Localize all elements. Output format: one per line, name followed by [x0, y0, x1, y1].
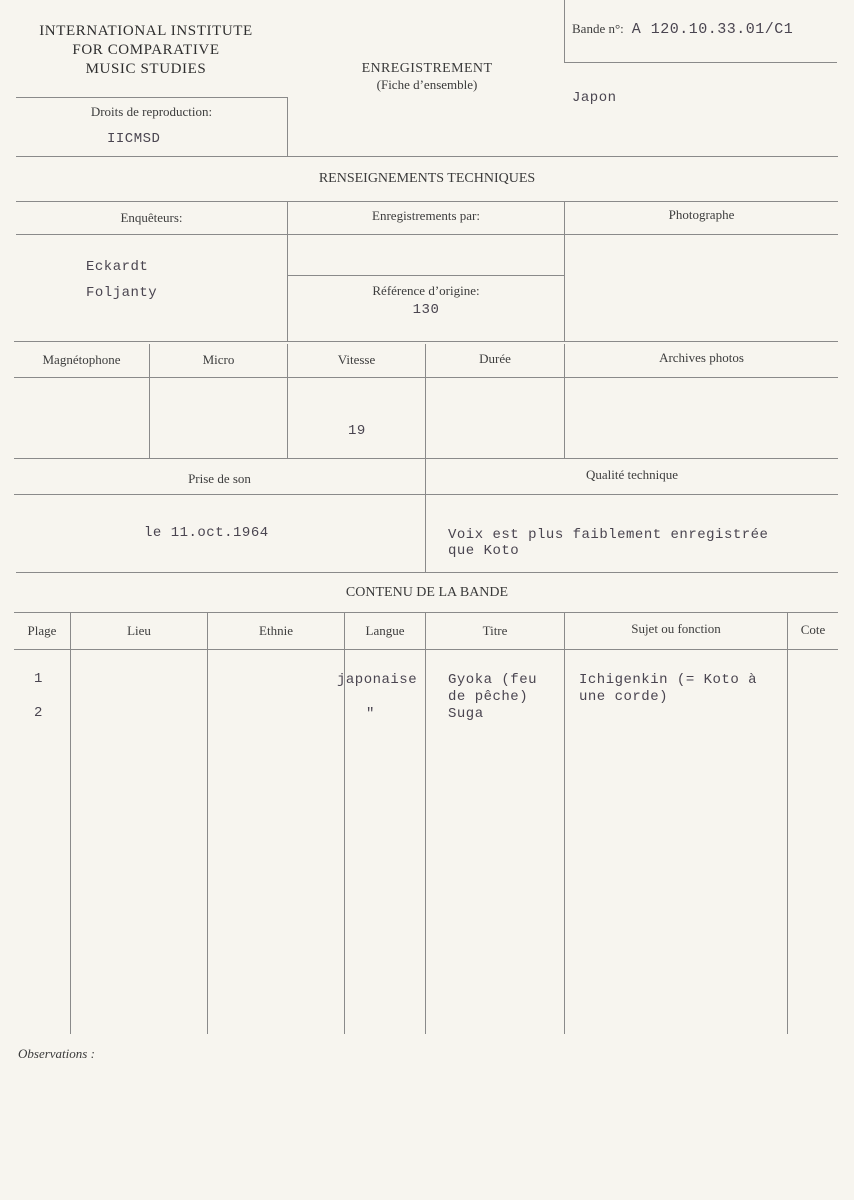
- document-title: [300, 61, 554, 93]
- bande-label: Bande n°:: [572, 21, 624, 36]
- institute-name: [10, 22, 282, 79]
- prise-label: Prise de son: [188, 471, 251, 486]
- enqueteur-2: Foljanty: [86, 285, 158, 301]
- reference-value: 130: [412, 302, 440, 318]
- row-2-plage: 2: [34, 705, 43, 721]
- duree-label: Durée: [479, 351, 511, 366]
- row-1-titre-line-2: de pêche): [448, 689, 529, 705]
- row-1-sujet: [579, 672, 757, 706]
- row-2-langue: ": [366, 706, 375, 722]
- micro-label: Micro: [202, 352, 235, 367]
- droits-value: IICMSD: [107, 131, 161, 147]
- enqueteurs-label: Enquêteurs:: [120, 210, 183, 225]
- row-1-sujet-line-1: Ichigenkin (= Koto à: [579, 672, 758, 688]
- vitesse-value: 19: [348, 423, 366, 439]
- prise-value: le 11.oct.1964: [144, 525, 269, 541]
- vitesse-label: Vitesse: [337, 352, 376, 367]
- country: Japon: [572, 90, 617, 106]
- col-titre: Titre: [482, 623, 508, 638]
- institute-line-2: FOR COMPARATIVE: [72, 42, 220, 58]
- photographe-label: Photographe: [668, 207, 735, 222]
- col-cote: Cote: [800, 622, 826, 637]
- row-1-sujet-line-2: une corde): [579, 689, 669, 705]
- subtitle: (Fiche d’ensemble): [376, 77, 478, 92]
- bande-value: A 120.10.33.01/C1: [631, 21, 794, 38]
- col-ethnie: Ethnie: [259, 623, 293, 638]
- institute-line-3: MUSIC STUDIES: [85, 61, 207, 77]
- institute-line-1: INTERNATIONAL INSTITUTE: [39, 23, 253, 39]
- col-langue: Langue: [365, 623, 405, 638]
- enqueteur-1: Eckardt: [86, 259, 149, 275]
- row-1-langue: japonaise: [337, 672, 418, 688]
- col-sujet: Sujet ou fonction: [631, 621, 721, 636]
- qualite-label: Qualité technique: [585, 467, 679, 482]
- reference-label: Référence d’origine:: [372, 283, 480, 298]
- observations-label: Observations :: [18, 1046, 95, 1061]
- row-1-titre-line-1: Gyoka (feu: [448, 672, 538, 688]
- row-1-plage: 1: [34, 671, 43, 687]
- col-lieu: Lieu: [127, 623, 151, 638]
- contents-section-title: CONTENU DE LA BANDE: [345, 585, 509, 600]
- bande-number: [572, 20, 793, 38]
- title: ENREGISTREMENT: [361, 61, 493, 76]
- droits-label: Droits de reproduction:: [90, 104, 213, 119]
- qualite-line-1: Voix est plus faiblement enregistrée: [448, 527, 769, 543]
- archives-label: Archives photos: [659, 350, 744, 365]
- qualite-line-2: que Koto: [448, 543, 520, 559]
- qualite-value: [448, 527, 768, 559]
- col-plage: Plage: [27, 623, 57, 638]
- magnetophone-label: Magnétophone: [42, 352, 121, 367]
- technical-section-title: RENSEIGNEMENTS TECHNIQUES: [318, 171, 536, 186]
- row-2-titre: Suga: [448, 706, 484, 722]
- row-1-titre: [448, 672, 537, 706]
- enregistrements-label: Enregistrements par:: [372, 208, 480, 223]
